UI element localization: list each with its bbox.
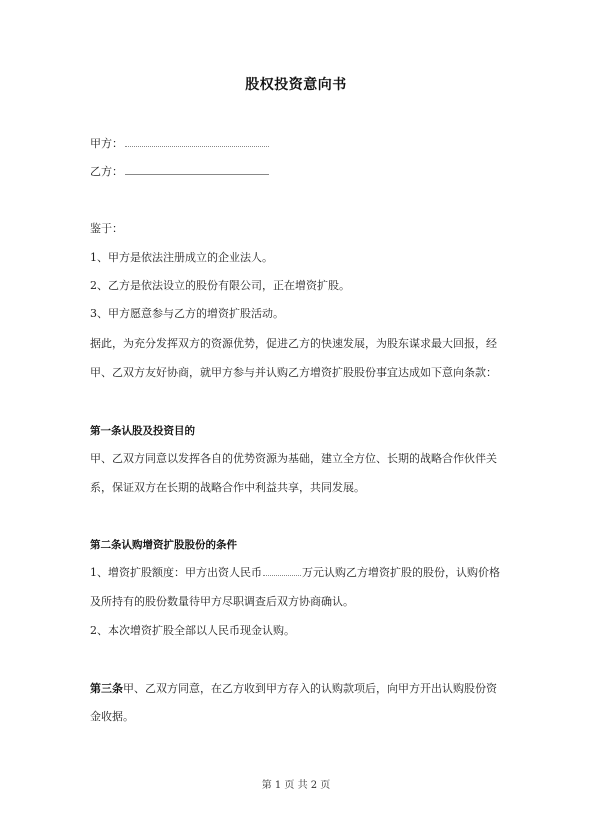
amount-blank xyxy=(263,566,301,576)
party-a-label: 甲方： xyxy=(90,137,123,150)
whereas-item: 3、甲方愿意参与乙方的增资扩股活动。 xyxy=(90,307,284,320)
document-title: 股权投资意向书 xyxy=(245,77,347,93)
page-footer: 第 1 页 共 2 页 xyxy=(261,780,331,791)
party-a-line xyxy=(90,137,510,151)
article-2-item-1-line-2: 及所持有的股份数量待甲方尽职调查后双方协商确认。 xyxy=(90,595,354,608)
preamble-line: 据此，为充分发挥双方的资源优势，促进乙方的快速发展，为股东谋求最大回报，经 xyxy=(90,337,497,350)
article-2-item-1 xyxy=(90,566,510,580)
party-b-line xyxy=(90,165,510,179)
article-3-line-2: 金收据。 xyxy=(90,710,134,723)
article-1-line: 系，保证双方在长期的战略合作中利益共享，共同发展。 xyxy=(90,481,365,494)
article-2-item-1-before: 1、增资扩股额度：甲方出资人民币 xyxy=(90,566,262,579)
party-b-label: 乙方： xyxy=(90,165,123,178)
article-2-item-1-after: 万元认购乙方增资扩股的股份，认购价格 xyxy=(302,566,500,579)
article-2-heading: 第二条认购增资扩股股份的条件 xyxy=(90,539,237,551)
whereas-item: 1、甲方是依法注册成立的企业法人。 xyxy=(90,251,273,264)
article-1-line: 甲、乙双方同意以发挥各自的优势资源为基础，建立全方位、长期的战略合作伙伴关 xyxy=(90,452,497,465)
party-b-blank xyxy=(125,165,269,175)
article-2-item-2: 2、本次增资扩股全部以人民币现金认购。 xyxy=(90,624,295,637)
whereas-item: 2、乙方是依法设立的股份有限公司，正在增资扩股。 xyxy=(90,279,350,292)
article-3-text: 甲、乙双方同意，在乙方收到甲方存入的认购款项后，向甲方开出认购股份资 xyxy=(123,682,497,695)
whereas-label: 鉴于： xyxy=(90,222,123,235)
article-1-heading: 第一条认股及投资目的 xyxy=(90,425,195,437)
article-3-heading: 第三条 xyxy=(90,682,123,695)
article-3-line-1 xyxy=(90,682,510,696)
preamble-line: 甲、乙双方友好协商，就甲方参与并认购乙方增资扩股股份事宜达成如下意向条款： xyxy=(90,366,497,379)
party-a-blank xyxy=(125,137,269,147)
